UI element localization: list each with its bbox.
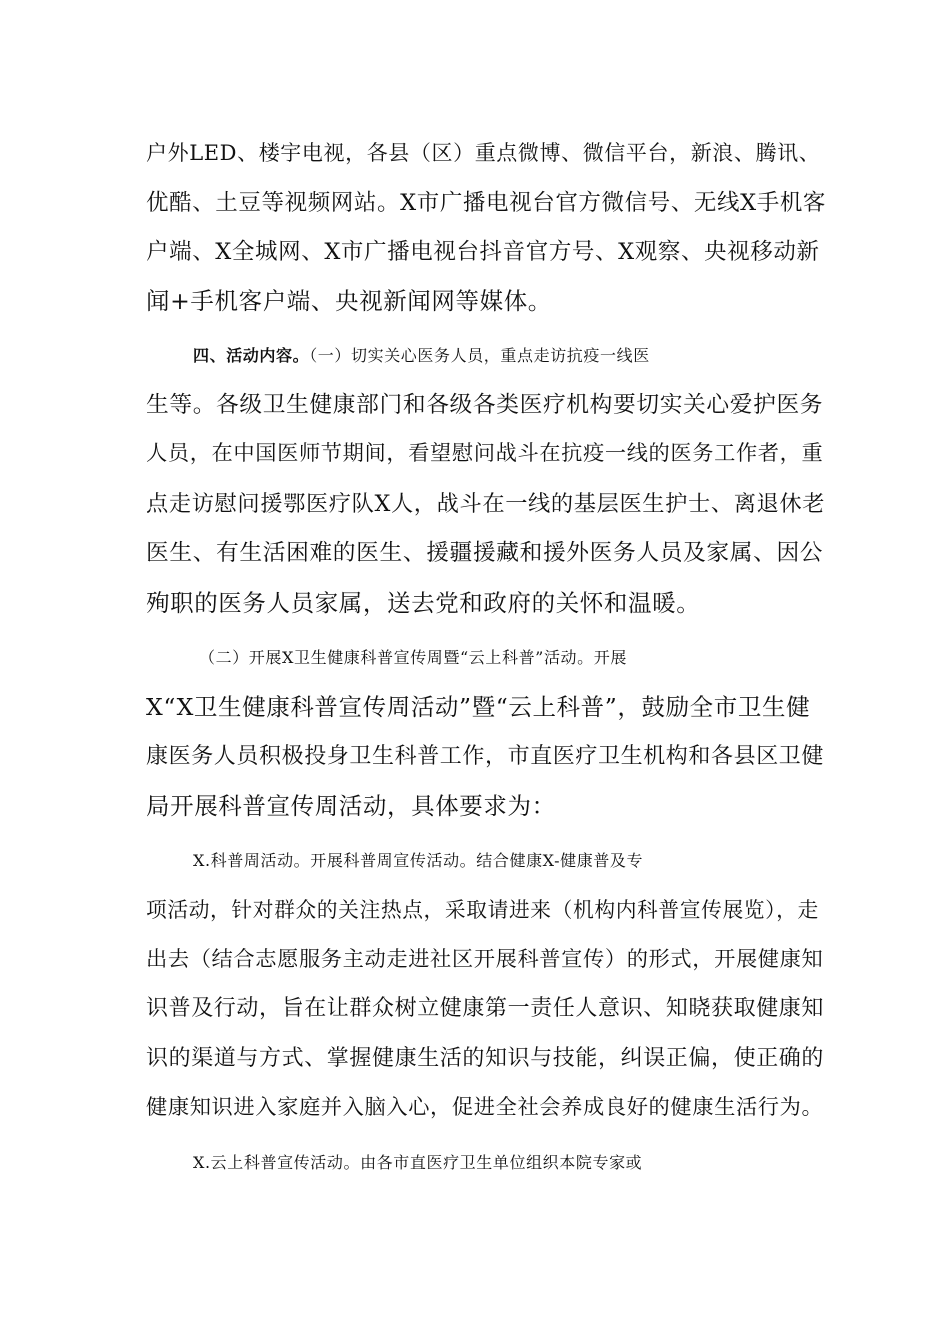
paragraph-line: 识普及行动，旨在让群众树立健康第一责任人意识、知晓获取健康知: [146, 996, 825, 1021]
paragraph-line: 生等。各级卫生健康部门和各级各类医疗机构要切实关心爱护医务: [146, 392, 824, 418]
paragraph-line: 户端、X全城网、X市广播电视台抖音官方号、X观察、央视移动新: [146, 239, 820, 265]
paragraph-line: X“X卫生健康科普宣传周活动”暨“云上科普”，鼓励全市卫生健: [146, 693, 811, 721]
paragraph-line: 出去（结合志愿服务主动走进社区开展科普宣传）的形式，开展健康知: [146, 947, 824, 972]
section-heading: 四、活动内容。: [193, 346, 310, 365]
paragraph-line: 点走访慰问援鄂医疗队X人，战斗在一线的基层医生护士、离退休老: [146, 491, 826, 517]
paragraph-line: 殉职的医务人员家属，送去党和政府的关怀和温暖。: [146, 589, 701, 617]
paragraph-line: X.科普周活动。开展科普周宣传活动。结合健康X-健康普及专: [193, 851, 644, 870]
paragraph-line: 闻+手机客户端、央视新闻网等媒体。: [146, 287, 552, 315]
paragraph-line: 健康知识进入家庭并入脑入心，促进全社会养成良好的健康生活行为。: [146, 1095, 824, 1120]
paragraph-line: 户外LED、楼宇电视，各县（区）重点微博、微信平台，新浪、腾讯、: [146, 141, 821, 165]
paragraph-line: 识的渠道与方式、掌握健康生活的知识与技能，纠误正偏，使正确的: [146, 1046, 825, 1071]
paragraph-line: （二）开展X卫生健康科普宣传周暨“云上科普”活动。开展: [199, 648, 627, 667]
section-heading-line: [193, 339, 873, 373]
paragraph-line: X.云上科普宣传活动。由各市直医疗卫生单位组织本院专家或: [193, 1153, 643, 1172]
paragraph-line: 康医务人员积极投身卫生科普工作，市直医疗卫生机构和各县区卫健: [146, 744, 825, 769]
paragraph-line: 项活动，针对群众的关注热点，采取请进来（机构内科普宣传展览），走: [146, 898, 819, 922]
paragraph-line: 医生、有生活困难的医生、援疆援藏和援外医务人员及家属、因公: [146, 540, 824, 566]
paragraph-line: 局开展科普宣传周活动，具体要求为：: [146, 792, 556, 820]
paragraph-line: 优酷、土豆等视频网站。X市广播电视台官方微信号、无线X手机客: [146, 190, 827, 216]
section-heading-rest: （一）切实关心医务人员，重点走访抗疫一线医: [309, 346, 650, 365]
paragraph-line: 人员，在中国医师节期间，看望慰问战斗在抗疫一线的医务工作者，重: [146, 441, 824, 466]
